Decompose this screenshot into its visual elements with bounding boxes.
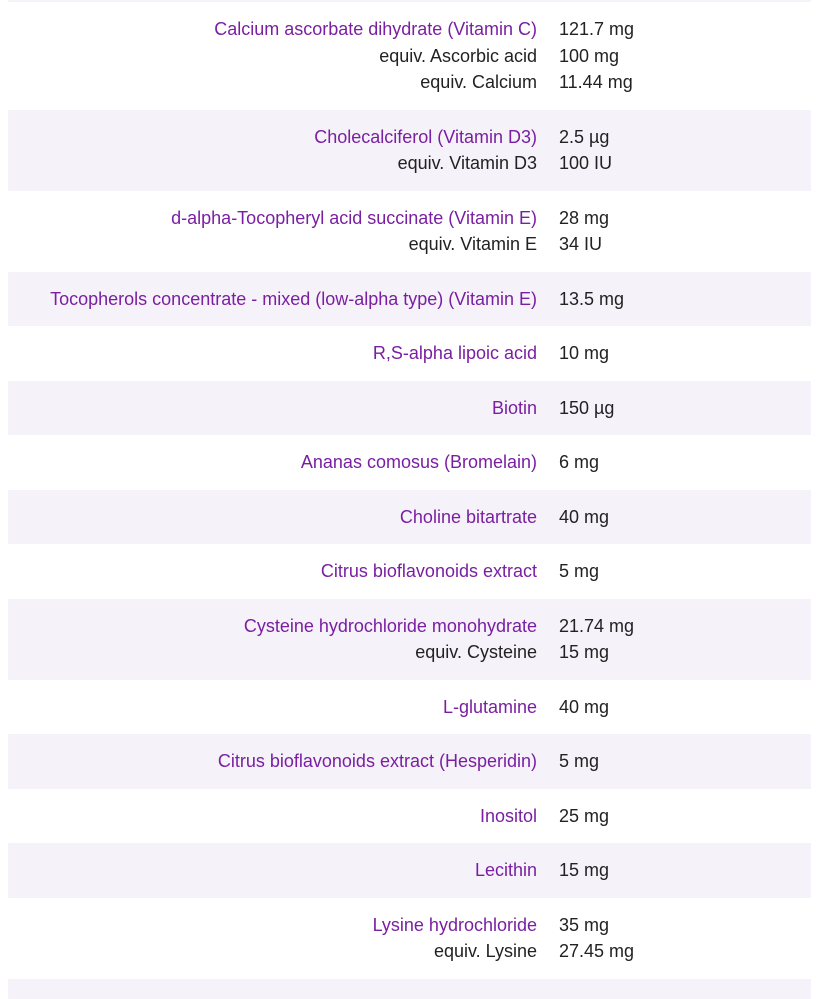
ingredient-name-column <box>8 979 559 999</box>
ingredient-amount: 5 mg <box>559 751 600 771</box>
ingredient-amount: 40 mg <box>559 696 610 717</box>
ingredient-row <box>8 272 811 327</box>
ingredient-row <box>8 435 811 490</box>
amount-column <box>559 857 811 884</box>
ingredient-row <box>8 843 811 898</box>
amount-column <box>559 449 811 476</box>
ingredient-name-column <box>8 558 559 585</box>
amount-column <box>559 395 811 422</box>
ingredient-row <box>8 789 811 844</box>
ingredient-name-column <box>8 748 559 775</box>
equivalent-amount: 100 mg <box>559 45 620 66</box>
ingredient-row <box>8 898 811 979</box>
ingredient-row <box>8 734 811 789</box>
ingredient-row <box>8 2 811 110</box>
ingredients-table <box>8 0 811 999</box>
ingredient-name: L-glutamine <box>442 696 537 717</box>
amount-column <box>559 205 811 258</box>
ingredient-name: Calcium ascorbate dihydrate (Vitamin C) <box>214 19 537 39</box>
ingredient-amount: 6 mg <box>559 452 600 472</box>
ingredient-name: Ananas comosus (Bromelain) <box>300 452 537 472</box>
ingredient-amount: 21.74 mg <box>559 615 635 636</box>
ingredient-name-column <box>8 694 559 721</box>
amount-column <box>559 124 811 177</box>
amount-column <box>559 558 811 585</box>
ingredient-amount: 35 mg <box>559 914 610 935</box>
ingredient-name-column <box>8 504 559 531</box>
ingredient-row <box>8 680 811 735</box>
equivalent-amount: 100 IU <box>559 153 613 173</box>
amount-column <box>559 16 811 96</box>
amount-column <box>559 286 811 313</box>
ingredient-name-column <box>8 395 559 422</box>
ingredient-amount: 121.7 mg <box>559 19 635 39</box>
ingredient-name: Tocopherols concentrate - mixed (low-alpha type) (Vitamin E) <box>50 288 537 309</box>
ingredient-amount: 5 mg <box>559 561 600 581</box>
ingredient-name-column <box>8 613 559 666</box>
ingredient-row <box>8 599 811 680</box>
ingredient-name: Choline bitartrate <box>399 506 537 527</box>
ingredient-name-column <box>8 803 559 830</box>
amount-column <box>559 694 811 721</box>
ingredient-name-column <box>8 340 559 367</box>
ingredient-amount: 25 mg <box>559 805 610 826</box>
ingredient-name: Citrus bioflavonoids extract (Hesperidin) <box>217 751 537 771</box>
ingredient-amount: 10 mg <box>559 343 610 363</box>
ingredient-row <box>8 191 811 272</box>
ingredient-amount: 13.5 mg <box>559 288 625 309</box>
equivalent-name: equiv. Ascorbic acid <box>379 45 537 66</box>
ingredient-name: d-alpha-Tocopheryl acid succinate (Vitamin E) <box>171 207 537 228</box>
ingredient-name: Citrus bioflavonoids extract <box>320 561 537 581</box>
amount-column <box>559 748 811 775</box>
ingredient-name: Lecithin <box>474 860 537 880</box>
amount-column <box>559 979 811 999</box>
amount-column <box>559 613 811 666</box>
ingredient-name-column <box>8 16 559 96</box>
equivalent-amount: 27.45 mg <box>559 941 635 961</box>
ingredient-amount: 150 µg <box>559 397 615 418</box>
equivalent-name: equiv. Vitamin D3 <box>397 153 537 173</box>
ingredient-row <box>8 544 811 599</box>
ingredient-row <box>8 979 811 999</box>
ingredient-row <box>8 381 811 436</box>
equivalent-amount: 34 IU <box>559 234 603 254</box>
equivalent-amount: 15 mg <box>559 642 610 662</box>
ingredient-name: Lysine hydrochloride <box>372 914 537 935</box>
amount-column <box>559 912 811 965</box>
equivalent-name: equiv. Cysteine <box>415 642 537 662</box>
ingredient-name-column <box>8 286 559 313</box>
equivalent-name: equiv. Calcium <box>420 72 537 92</box>
ingredient-name-column <box>8 912 559 965</box>
ingredient-name: Biotin <box>491 397 537 418</box>
ingredient-row <box>8 490 811 545</box>
ingredient-name-column <box>8 124 559 177</box>
ingredient-name-column <box>8 449 559 476</box>
ingredient-name-column <box>8 857 559 884</box>
ingredient-name: Cholecalciferol (Vitamin D3) <box>314 126 537 147</box>
ingredient-amount: 28 mg <box>559 207 610 228</box>
ingredient-name: R,S-alpha lipoic acid <box>372 343 537 363</box>
amount-column <box>559 504 811 531</box>
ingredient-name: Inositol <box>479 805 537 826</box>
ingredient-amount: 40 mg <box>559 506 610 527</box>
amount-column <box>559 340 811 367</box>
ingredient-name-column <box>8 205 559 258</box>
amount-column <box>559 803 811 830</box>
ingredient-row <box>8 110 811 191</box>
equivalent-amount: 11.44 mg <box>559 72 633 92</box>
equivalent-name: equiv. Lysine <box>433 941 537 961</box>
ingredient-amount: 15 mg <box>559 860 610 880</box>
ingredient-row <box>8 326 811 381</box>
ingredient-amount: 2.5 µg <box>559 126 610 147</box>
equivalent-name: equiv. Vitamin E <box>408 234 537 254</box>
ingredients-rows <box>8 2 811 999</box>
ingredient-name: Cysteine hydrochloride monohydrate <box>243 615 537 636</box>
